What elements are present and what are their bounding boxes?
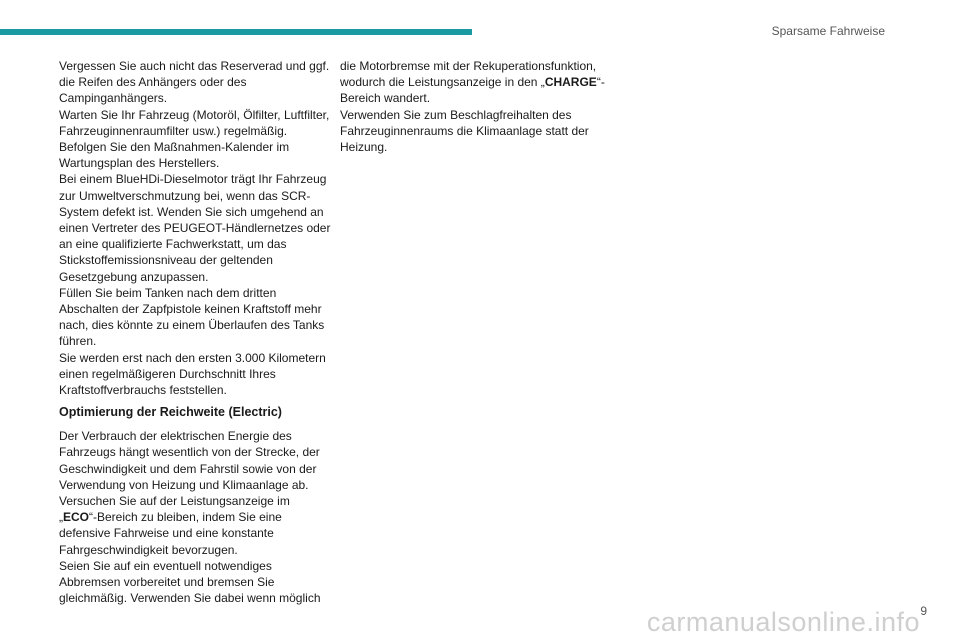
left-column xyxy=(59,58,331,607)
paragraph-energy-consumption: Der Verbrauch der elektrischen Energie des Fahrzeugs hängt wesentlich von der Strecke, der Geschwindigkeit und dem Fahrstil sowie von der Verwendung von Heizung und Klimaanlage ab. xyxy=(59,429,320,492)
paragraph-braking: Seien Sie auf ein eventuell notwendiges Abbremsen vorbereitet und bremsen Sie gleichmäßig. Verwenden Sie dabei wenn möglich xyxy=(59,558,321,606)
paragraph-consumption: Sie werden erst nach den ersten 3.000 Kilometern einen regelmäßigeren Durchschnitt Ihres Kraftstoffverbrauchs feststellen. xyxy=(59,350,326,398)
page-number: 9 xyxy=(920,604,927,618)
paragraph-bluehdi: Bei einem BlueHDi-Dieselmotor trägt Ihr Fahrzeug zur Umweltverschmutzung bei, wenn das SCR-System defekt ist. Wenden Sie sich umgehend an einen Vertreter des PEUGEOT-Händlernetzes oder an eine qualifizierte Fachwerkstatt, um das Stickstoffemissionsniveau der geltenden Gesetzgebung anzupassen. xyxy=(59,172,331,284)
header-accent-bar xyxy=(0,29,472,35)
section-title: Sparsame Fahrweise xyxy=(771,24,885,38)
paragraph-reserve-wheel: Vergessen Sie auch nicht das Reserverad und ggf. die Reifen des Anhängers oder des Campinganhängers. xyxy=(59,59,330,106)
paragraph-engine-brake: die Motorbremse mit der Rekuperationsfunktion, wodurch die Leistungsanzeige in den „CHARGE“-Bereich wandert. xyxy=(340,59,605,106)
paragraph-eco-zone: Versuchen Sie auf der Leistungsanzeige im „ECO“-Bereich zu bleiben, indem Sie eine defensive Fahrweise und eine konstante Fahrgeschwindigkeit bevorzugen. xyxy=(59,494,290,557)
paragraph-refuelling: Füllen Sie beim Tanken nach dem dritten Abschalten der Zapfpistole keinen Kraftstoff mehr nach, dies könnte zu einem Überlaufen des Tanks führen. xyxy=(59,285,325,349)
heading-range-optimization: Optimierung der Reichweite (Electric) xyxy=(59,405,282,420)
charge-label: CHARGE xyxy=(544,75,597,90)
right-column xyxy=(340,58,612,155)
paragraph-air-conditioning: Verwenden Sie zum Beschlagfreihalten des Fahrzeuginnenraums die Klimaanlage statt der Heizung. xyxy=(340,107,589,155)
paragraph-maintenance: Warten Sie Ihr Fahrzeug (Motoröl, Ölfilter, Luftfilter, Fahrzeuginnenraumfilter usw.) regelmäßig. Befolgen Sie den Maßnahmen-Kalender im Wartungsplan des Herstellers. xyxy=(59,107,330,171)
watermark: carmanualsonline.info xyxy=(646,607,920,637)
eco-label: ECO xyxy=(63,510,90,525)
